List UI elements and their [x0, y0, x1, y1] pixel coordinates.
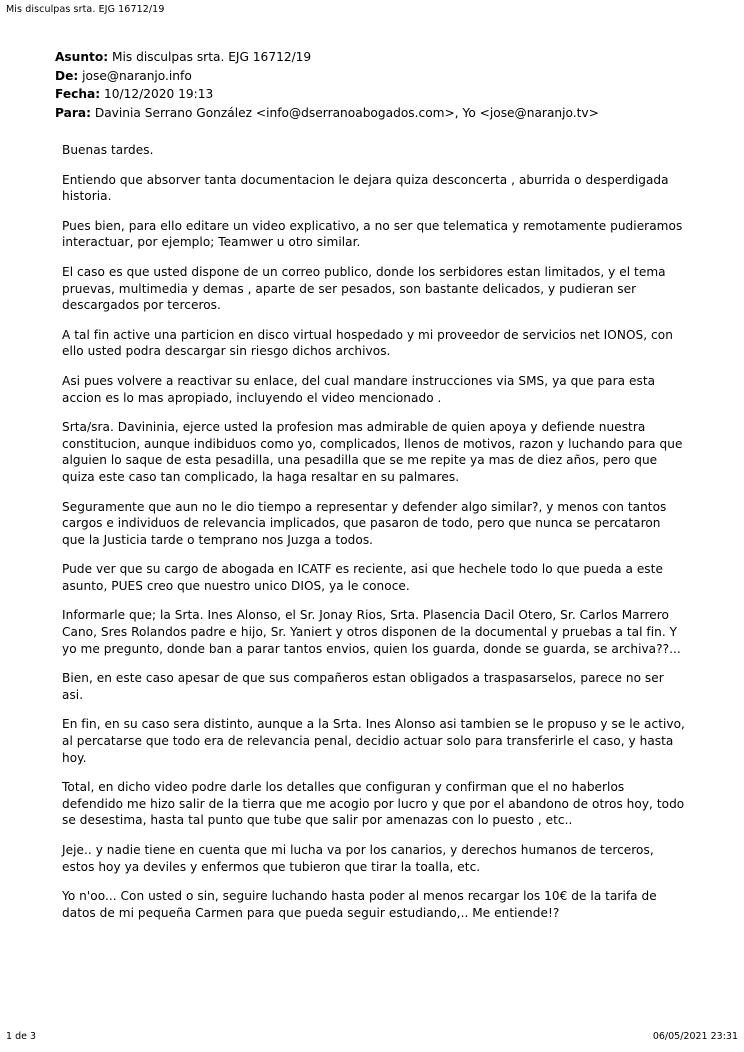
email-body [62, 142, 687, 921]
email-paragraph: Bien, en este caso apesar de que sus compañeros estan obligados a traspasarselos, parece no ser asi. [62, 671, 664, 702]
email-paragraph: Entiendo que absorver tanta documentacion le dejara quiza desconcerta , aburrida o desperdigada historia. [62, 172, 669, 204]
email-paragraph: El caso es que usted dispone de un correo publico, donde los serbidores estan limitados, y el tema pruevas, multimedia y demas , aparte de ser pesados, son bastante delicados, y pudieran ser descargados por terceros. [62, 264, 666, 313]
email-header-subject-value: Mis disculpas srta. EJG 16712/19 [112, 50, 312, 64]
email-content [55, 48, 689, 921]
email-header-date-label: Fecha: [55, 87, 101, 101]
email-paragraph: Yo n'oo... Con usted o sin, seguire luchando hasta poder al menos recargar los 10€ de la tarifa de datos de mi pequeña Carmen para que pueda seguir estudiando,.. Me entiende!? [62, 889, 657, 920]
print-header-title: Mis disculpas srta. EJG 16712/19 [6, 4, 165, 15]
email-paragraph: En fin, en su caso sera distinto, aunque a la Srta. Ines Alonso asi tambien se le propuso y se le activo, al percatarse que todo era de relevancia penal, decidio actuar solo para transferirle el caso, y hasta hoy. [62, 717, 685, 765]
email-header-to-label: Para: [55, 105, 91, 120]
email-paragraph: Jeje.. y nadie tiene en cuenta que mi lucha va por los canarios, y derechos humanos de terceros, estos hoy ya deviles y enfermos que tubieron que tirar la toalla, etc. [62, 843, 654, 874]
email-headers [55, 48, 689, 122]
email-header-subject [55, 48, 689, 67]
email-paragraph: Total, en dicho video podre darle los detalles que configuran y confirman que el no haberlos defendido me hizo salir de la tierra que me acogio por lucro y que por el abandono de otros hoy, todo se desestima, hasta tal punto que tube que salir por amenazas con lo puesto , etc.. [62, 780, 685, 828]
print-footer-timestamp: 06/05/2021 23:31 [652, 1031, 738, 1042]
email-header-to [55, 104, 689, 123]
email-header-from [55, 67, 689, 86]
email-paragraph: Asi pues volvere a reactivar su enlace, del cual mandare instrucciones via SMS, ya que para esta accion es lo mas apropiado, incluyendo el video mencionado . [62, 373, 656, 405]
print-footer-page-number: 1 de 3 [6, 1031, 37, 1042]
email-paragraph: Seguramente que aun no le dio tiempo a representar y defender algo similar?, y menos con tantos cargos e individuos de relevancia implicados, que pasaron de todo, pero que nunca se percataron que la Justicia tarde o temprano nos Juzga a todos. [62, 499, 667, 547]
email-paragraph: Pues bien, para ello editare un video explicativo, a no ser que telematica y remotamente pudieramos interactuar, por ejemplo; Teamwer u otro similar. [62, 218, 683, 250]
email-header-subject-label: Asunto: [55, 50, 109, 64]
email-header-to-value: Davinia Serrano González <info@dserranoabogados.com>, Yo <jose@naranjo.tv> [94, 105, 599, 120]
email-header-date-value: 10/12/2020 19:13 [103, 87, 214, 101]
email-paragraph: Buenas tardes. [62, 143, 154, 157]
email-header-date [55, 85, 689, 104]
email-header-from-value: jose@naranjo.info [82, 68, 192, 83]
email-paragraph: A tal fin active una particion en disco virtual hospedado y mi proveedor de servicios net IONOS, con ello usted podra descargar sin riesgo dichos archivos. [62, 327, 673, 359]
email-paragraph: Srta/sra. Davininia, ejerce usted la profesion mas admirable de quien apoya y defiende nuestra constitucion, aunque indibiduos como yo, complicados, llenos de motivos, razon y luchando para que alguien lo saque de esta pesadilla, una pesadilla que se me repite ya mas de diez años, pero que quiza este caso tan complicado, la haga resaltar en su palmares. [62, 420, 683, 484]
email-paragraph: Informarle que; la Srta. Ines Alonso, el Sr. Jonay Rios, Srta. Plasencia Dacil Otero, Sr. Carlos Marrero Cano, Sres Rolandos padre e hijo, Sr. Yaniert y otros disponen de la documental y pruebas a tal fin. Y yo me pregunto, donde ban a parar tantos envios, quien los guarda, donde se guarda, se archiva??... [62, 608, 681, 656]
email-header-from-label: De: [55, 68, 79, 83]
email-paragraph: Pude ver que su cargo de abogada en ICATF es reciente, asi que hechele todo lo que pueda a este asunto, PUES creo que nuestro unico DIOS, ya le conoce. [62, 562, 663, 593]
